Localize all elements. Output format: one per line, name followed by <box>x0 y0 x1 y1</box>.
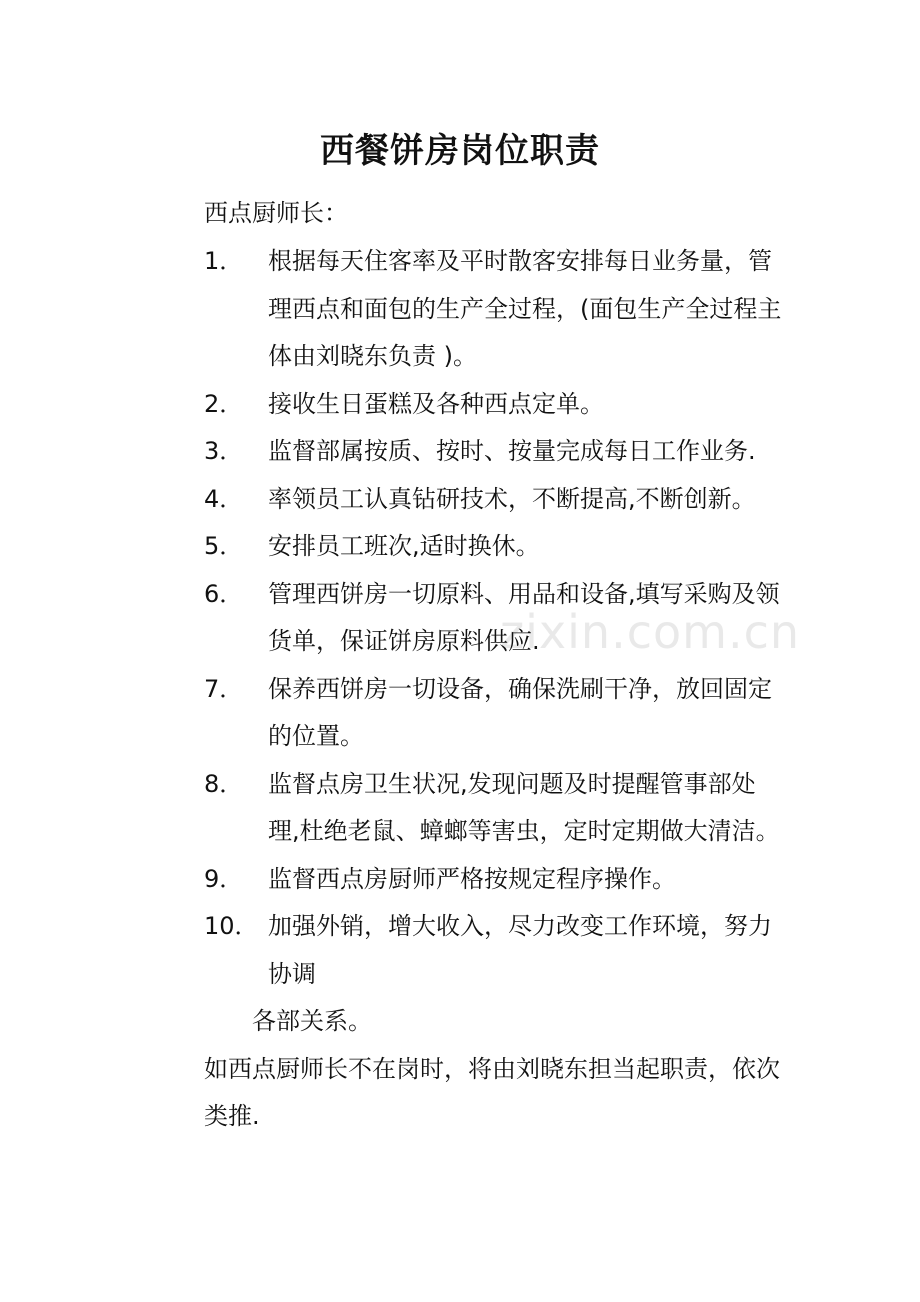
item-text: 监督点房卫生状况,发现问题及时提醒管事部处理,杜绝老鼠、蟑螂等害虫，定时定期做大清洁。 <box>268 769 780 845</box>
list-item <box>204 381 786 429</box>
watermark: zixin.com.cn <box>500 605 801 659</box>
item-text: 根据每天住客率及平时散客安排每日业务量，管理西点和面包的生产全过程，(面包生产全过程主体由刘晓东负责 )。 <box>268 247 782 370</box>
item-number: 6． <box>204 579 244 608</box>
item-text: 加强外销，增大收入，尽力改变工作环境，努力协调 <box>268 912 772 988</box>
duty-list <box>204 238 786 1141</box>
list-item <box>204 856 786 904</box>
item-number: 9． <box>204 864 244 893</box>
list-item <box>204 571 786 666</box>
list-item <box>204 666 786 761</box>
list-item <box>204 476 786 524</box>
item-text: 接收生日蛋糕及各种西点定单。 <box>268 389 604 418</box>
item-text: 监督西点房厨师严格按规定程序操作。 <box>268 864 676 893</box>
item-number: 8． <box>204 769 244 798</box>
item-text: 率领员工认真钻研技术，不断提高,不断创新。 <box>268 484 756 513</box>
item-text: 安排员工班次,适时换休。 <box>268 532 540 560</box>
item-number: 7． <box>204 674 244 703</box>
item-text: 管理西饼房一切原料、用品和设备,填写采购及领货单，保证饼房原料供应. <box>268 579 780 655</box>
item-continuation: 各部关系。 <box>252 1007 372 1035</box>
list-item <box>204 238 786 381</box>
item-number: 10． <box>204 912 259 940</box>
item-text: 保养西饼房一切设备，确保洗刷干净，放回固定的位置。 <box>268 674 772 750</box>
list-item <box>204 428 786 476</box>
item-number: 5． <box>204 532 244 560</box>
list-item <box>204 523 786 571</box>
closing-note: 如西点厨师长不在岗时，将由刘晓东担当起职责，依次类推. <box>204 1054 780 1130</box>
list-item <box>204 903 786 998</box>
item-number: 2． <box>204 389 244 418</box>
list-item <box>204 761 786 856</box>
item-number: 4． <box>204 484 244 513</box>
item-number: 1． <box>204 247 244 275</box>
item-number: 3． <box>204 437 244 465</box>
role-label: 西点厨师长： <box>204 199 348 227</box>
item-text: 监督部属按质、按时、按量完成每日工作业务. <box>268 437 756 465</box>
page-title: 西餐饼房岗位职责 <box>320 131 600 171</box>
